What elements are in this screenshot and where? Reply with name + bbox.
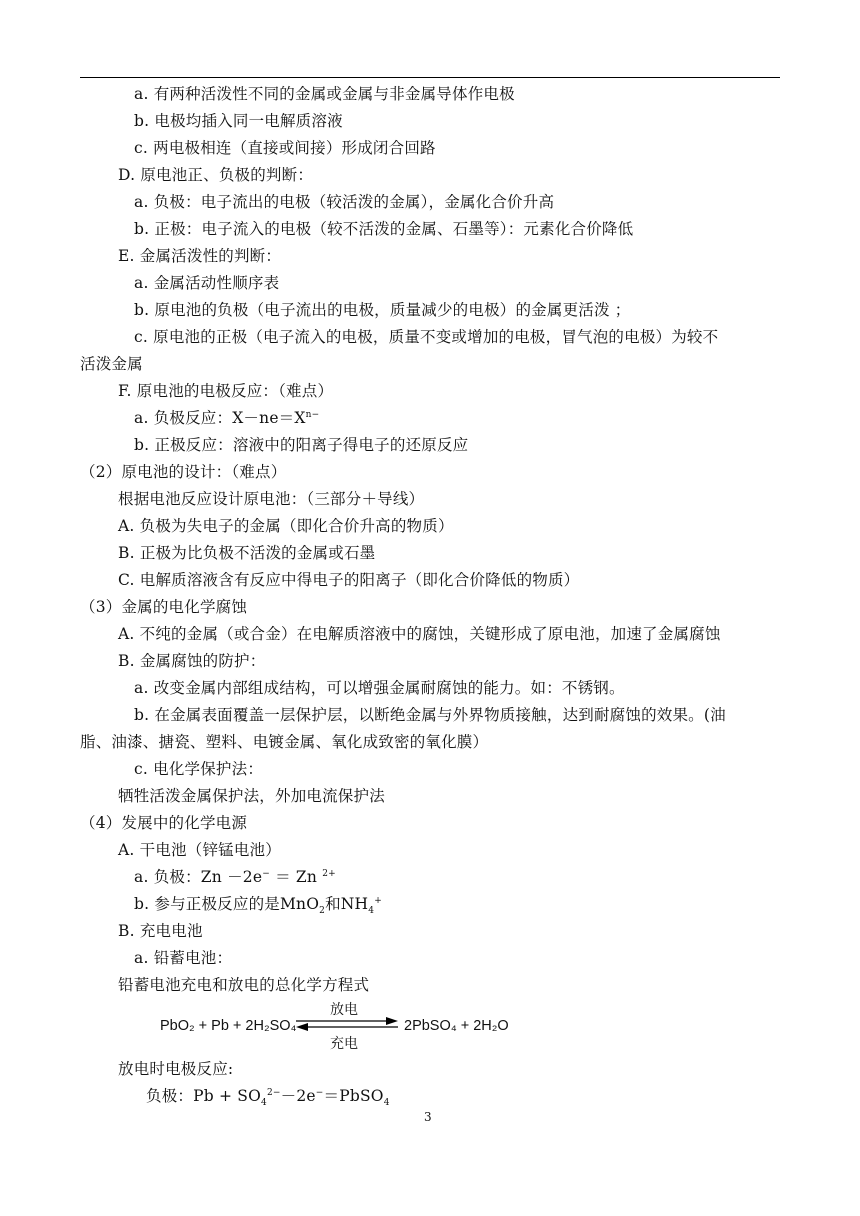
text-line: b. 正极：电子流入的电极（较不活泼的金属、石墨等）：元素化合价降低: [134, 220, 634, 238]
equation-products: 2PbSO₄ + 2H₂O: [404, 1018, 509, 1034]
text-line: 根据电池反应设计原电池：（三部分＋导线）: [118, 490, 425, 508]
equation-reactants: PbO₂ + Pb + 2H₂SO₄: [160, 1018, 297, 1034]
text-line: C. 电解质溶液含有反应中得电子的阳离子（即化合价降低的物质）: [118, 571, 580, 589]
text-line: A. 不纯的金属（或合金）在电解质溶液中的腐蚀，关键形成了原电池，加速了金属腐蚀: [118, 625, 721, 643]
text-line: c. 电化学保护法：: [134, 760, 264, 778]
text-line: a. 负极：电子流出的电极（较活泼的金属），金属化合价升高: [134, 193, 555, 211]
text-line: b. 在金属表面覆盖一层保护层，以断绝金属与外界物质接触，达到耐腐蚀的效果。(油: [134, 706, 726, 724]
text-line: a. 有两种活泼性不同的金属或金属与非金属导体作电极: [134, 85, 515, 103]
text-line: B. 金属腐蚀的防护：: [118, 652, 266, 670]
text-line: 活泼金属: [80, 355, 143, 373]
section-heading: （3）金属的电化学腐蚀: [80, 598, 248, 616]
lead-acid-equation: [160, 1001, 520, 1051]
header-rule: [80, 77, 780, 78]
equation-label-discharge: 放电: [330, 1001, 358, 1017]
text-line: B. 正极为比负极不活泼的金属或石墨: [118, 544, 376, 562]
section-heading: （2）原电池的设计：（难点）: [80, 463, 287, 481]
section-heading: （4）发展中的化学电源: [80, 814, 248, 832]
text-line: F. 原电池的电极反应：（难点）: [118, 382, 334, 400]
text-line: c. 两电极相连（直接或间接）形成闭合回路: [134, 139, 436, 157]
text-line: b. 参与正极反应的是MnO$_2$和$NH_4^+$: [134, 895, 382, 917]
text-line: c. 原电池的正极（电子流入的电极，质量不变或增加的电极，冒气泡的电极）为较不: [134, 328, 719, 346]
text-line: A. 负极为失电子的金属（即化合价升高的物质）: [118, 517, 454, 535]
text-line: b. 原电池的负极（电子流出的电极，质量减少的电极）的金属更活泼 ；: [134, 301, 631, 319]
text-line: a. 金属活动性顺序表: [134, 274, 280, 292]
page-number: 3: [424, 1110, 432, 1124]
text-line: a. 负极反应：$X-ne=X^{n-}$: [134, 409, 320, 427]
text-line: B. 充电电池: [118, 922, 203, 940]
text-line: b. 正极反应：溶液中的阳离子得电子的还原反应: [134, 436, 469, 454]
text-line: 铅蓄电池充电和放电的总化学方程式: [118, 976, 370, 994]
reversible-arrows-icon: [294, 1016, 400, 1032]
text-line: E. 金属活泼性的判断：: [118, 247, 282, 265]
text-line: 负极：$Pb + SO_4^{2-}-2e^-=PbSO_4$: [146, 1087, 390, 1109]
text-line: 牺牲活泼金属保护法，外加电流保护法: [118, 787, 385, 805]
text-line: A. 干电池（锌锰电池）: [118, 841, 281, 859]
text-line: a. 改变金属内部组成结构，可以增强金属耐腐蚀的能力。如：不锈钢。: [134, 679, 625, 697]
text-line: 放电时电极反应:: [118, 1060, 234, 1078]
text-line: D. 原电池正、负极的判断：: [118, 166, 314, 184]
text-line: b. 电极均插入同一电解质溶液: [134, 112, 343, 130]
text-line: a. 铅蓄电池：: [134, 949, 233, 967]
equation-label-charge: 充电: [330, 1035, 358, 1051]
text-line: a. 负极：Zn －2e− ＝ Zn $^{2+}$: [134, 868, 336, 886]
text-line: 脂、油漆、搪瓷、塑料、电镀金属、氧化成致密的氧化膜）: [80, 733, 489, 751]
